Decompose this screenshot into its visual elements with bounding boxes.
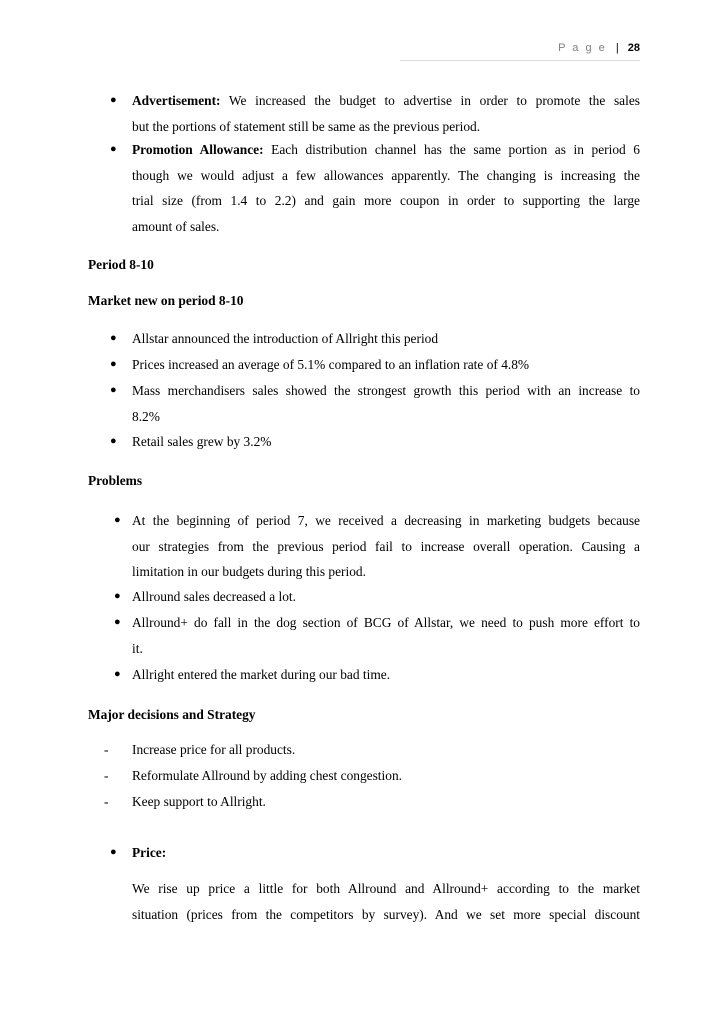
market-item [132,429,640,455]
bullet-icon: ● [110,384,117,396]
market-item-text: Prices increased an average of 5.1% compared to an inflation rate of 4.8% [132,357,530,372]
heading-market: Market new on period 8-10 [88,293,244,308]
heading-period: Period 8-10 [88,257,154,272]
promotion-text: Each distribution channel has the same portion as in period 6 [263,142,640,157]
promotion-text: amount of sales. [132,218,220,234]
page-separator: | [615,42,619,54]
problem-item [132,508,640,585]
bullet-icon: ● [114,668,121,680]
market-item [132,326,640,352]
price-text: We rise up price a little for both Allround and Allround+ according to the market [132,881,640,896]
heading-major-decisions: Major decisions and Strategy [88,707,256,722]
page-word: P a g e [558,42,607,54]
page-number: 28 [627,42,640,54]
page-header [558,42,640,54]
dash-marker: - [104,742,109,757]
promotion-allowance-item [132,137,640,239]
bullet-icon: ● [114,514,121,526]
market-item [132,378,640,429]
promotion-text: though we would adjust a few allowances apparently. The changing is increasing the [132,167,640,183]
bullet-icon: ● [110,143,117,155]
bullet-icon: ● [110,846,117,858]
problem-item-text: limitation in our budgets during this period. [132,564,366,579]
advertisement-term: Advertisement: [132,93,221,108]
promotion-text: trial size (from 1.4 to 2.2) and gain more coupon in order to supporting the large [132,193,640,208]
dash-marker: - [104,768,109,783]
bullet-icon: ● [110,358,117,370]
market-item-text: Retail sales grew by 3.2% [132,434,272,449]
problem-item [132,610,640,661]
advertisement-text: We increased the budget to advertise in order to promote the sales [220,93,640,108]
problem-item-text: Allround+ do fall in the dog section of BCG of Allstar, we need to push more effort to [132,615,640,630]
advertisement-item [132,88,640,139]
header-rule [400,60,640,61]
market-item-text: 8.2% [132,408,160,424]
advertisement-text: but the portions of statement still be same as the previous period. [132,118,481,134]
problem-item-text: At the beginning of period 7, we received a decreasing in marketing budgets because [132,513,640,528]
market-item-text: Allstar announced the introduction of Allright this period [132,331,439,346]
bullet-icon: ● [114,616,121,628]
problem-item-text: Allright entered the market during our bad time. [132,667,391,682]
dash-item: Reformulate Allround by adding chest congestion. [132,768,402,783]
problem-item [132,584,640,610]
market-item-text: Mass merchandisers sales showed the strongest growth this period with an increase to [132,383,640,398]
bullet-icon: ● [110,435,117,447]
bullet-icon: ● [114,590,121,602]
dash-marker: - [104,794,109,809]
price-paragraph [132,876,640,927]
bullet-icon: ● [110,332,117,344]
dash-item: Increase price for all products. [132,742,296,757]
heading-problems: Problems [88,473,143,488]
price-heading: Price: [132,845,167,860]
market-item [132,352,640,378]
promotion-term: Promotion Allowance: [132,142,264,157]
problem-item-text: Allround sales decreased a lot. [132,589,296,604]
price-text: situation (prices from the competitors by survey). And we set more special discount [132,906,640,922]
problem-item-text: it. [132,640,143,656]
bullet-icon: ● [110,94,117,106]
problem-item [132,662,640,688]
dash-item: Keep support to Allright. [132,794,266,809]
problem-item-text: our strategies from the previous period fail to increase overall operation. Causing a [132,538,640,554]
